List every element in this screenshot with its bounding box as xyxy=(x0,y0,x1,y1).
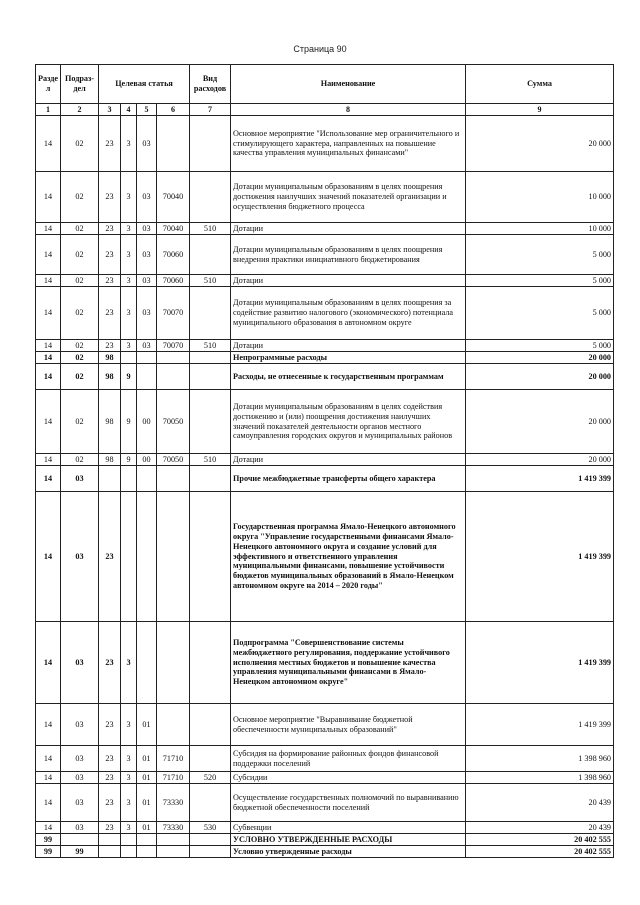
subprogram-code: 3 xyxy=(121,746,137,772)
program-code: 23 xyxy=(99,492,121,622)
table-row xyxy=(36,772,614,784)
table-row xyxy=(36,834,614,846)
item-sum: 5 000 xyxy=(466,235,614,275)
item-sum: 1 419 399 xyxy=(466,704,614,746)
item-name: Дотации xyxy=(231,275,466,287)
item-name: Дотации xyxy=(231,340,466,352)
column-number: 2 xyxy=(61,104,99,116)
event-code: 03 xyxy=(137,275,157,287)
event-code: 01 xyxy=(137,746,157,772)
direction-code xyxy=(157,116,190,172)
event-code xyxy=(137,364,157,390)
direction-code xyxy=(157,834,190,846)
subsection-code: 03 xyxy=(61,492,99,622)
header-section: Разде л xyxy=(36,65,61,104)
column-number-row xyxy=(36,104,614,116)
table-row xyxy=(36,492,614,622)
subprogram-code: 3 xyxy=(121,287,137,340)
item-sum: 20 402 555 xyxy=(466,846,614,858)
subprogram-code: 3 xyxy=(121,340,137,352)
expense-type-code: 510 xyxy=(190,454,231,466)
item-name: Субвенции xyxy=(231,822,466,834)
item-sum: 20 402 555 xyxy=(466,834,614,846)
item-name: Субсидии xyxy=(231,772,466,784)
program-code: 23 xyxy=(99,287,121,340)
item-sum: 20 000 xyxy=(466,352,614,364)
subsection-code: 03 xyxy=(61,704,99,746)
section-code: 14 xyxy=(36,746,61,772)
event-code: 01 xyxy=(137,704,157,746)
subprogram-code: 3 xyxy=(121,172,137,223)
direction-code xyxy=(157,846,190,858)
section-code: 14 xyxy=(36,492,61,622)
column-number: 7 xyxy=(190,104,231,116)
program-code: 23 xyxy=(99,772,121,784)
subsection-code: 03 xyxy=(61,784,99,822)
item-sum: 20 000 xyxy=(466,454,614,466)
event-code: 01 xyxy=(137,772,157,784)
item-sum: 1 419 399 xyxy=(466,492,614,622)
subsection-code: 99 xyxy=(61,846,99,858)
direction-code xyxy=(157,352,190,364)
column-number: 3 xyxy=(99,104,121,116)
subsection-code: 02 xyxy=(61,352,99,364)
program-code: 98 xyxy=(99,390,121,454)
item-sum: 10 000 xyxy=(466,172,614,223)
event-code: 00 xyxy=(137,454,157,466)
subprogram-code: 3 xyxy=(121,822,137,834)
event-code xyxy=(137,846,157,858)
section-code: 14 xyxy=(36,340,61,352)
item-sum: 5 000 xyxy=(466,275,614,287)
table-row xyxy=(36,622,614,704)
direction-code: 73330 xyxy=(157,784,190,822)
section-code: 14 xyxy=(36,364,61,390)
item-name: Дотации муниципальным образованиям в целях поощрения внедрения практики инициативного бюджетирования xyxy=(231,235,466,275)
event-code xyxy=(137,492,157,622)
item-sum: 20 000 xyxy=(466,116,614,172)
section-code: 14 xyxy=(36,704,61,746)
section-code: 14 xyxy=(36,772,61,784)
event-code: 03 xyxy=(137,235,157,275)
direction-code: 70060 xyxy=(157,235,190,275)
subsection-code: 02 xyxy=(61,454,99,466)
section-code: 14 xyxy=(36,454,61,466)
section-code: 14 xyxy=(36,116,61,172)
item-sum: 1 419 399 xyxy=(466,622,614,704)
section-code: 14 xyxy=(36,390,61,454)
expense-type-code xyxy=(190,834,231,846)
subprogram-code: 3 xyxy=(121,704,137,746)
table-row xyxy=(36,846,614,858)
column-number: 8 xyxy=(231,104,466,116)
table-body xyxy=(36,116,614,858)
expense-type-code xyxy=(190,746,231,772)
subprogram-code: 3 xyxy=(121,235,137,275)
item-name: Расходы, не отнесенные к государственным программам xyxy=(231,364,466,390)
table-row xyxy=(36,223,614,235)
direction-code xyxy=(157,364,190,390)
section-code: 14 xyxy=(36,822,61,834)
item-sum: 5 000 xyxy=(466,340,614,352)
direction-code: 70070 xyxy=(157,340,190,352)
section-code: 14 xyxy=(36,235,61,275)
item-name: Условно утвержденные расходы xyxy=(231,846,466,858)
subsection-code: 02 xyxy=(61,340,99,352)
item-name: Основное мероприятие "Выравнивание бюджетной обеспеченности муниципальных образований" xyxy=(231,704,466,746)
subsection-code: 02 xyxy=(61,364,99,390)
expense-type-code xyxy=(190,235,231,275)
table-row xyxy=(36,784,614,822)
expense-type-code: 530 xyxy=(190,822,231,834)
event-code xyxy=(137,352,157,364)
program-code: 23 xyxy=(99,746,121,772)
section-code: 99 xyxy=(36,846,61,858)
program-code: 23 xyxy=(99,275,121,287)
direction-code: 73330 xyxy=(157,822,190,834)
table-row xyxy=(36,287,614,340)
item-name: Подпрограмма "Совершенствование системы межбюджетного регулирования, поддержание устойчивого исполнения местных бюджетов и повышение качества управления муниципальными финансами в Ямало-Ненецком автономном округе" xyxy=(231,622,466,704)
subprogram-code: 9 xyxy=(121,454,137,466)
program-code: 23 xyxy=(99,223,121,235)
subsection-code: 03 xyxy=(61,746,99,772)
subsection-code: 03 xyxy=(61,622,99,704)
subsection-code: 02 xyxy=(61,223,99,235)
table-row xyxy=(36,704,614,746)
item-name: Прочие межбюджетные трансферты общего характера xyxy=(231,466,466,492)
expense-type-code xyxy=(190,172,231,223)
expense-type-code xyxy=(190,622,231,704)
direction-code: 70050 xyxy=(157,390,190,454)
expense-type-code xyxy=(190,116,231,172)
expense-type-code xyxy=(190,704,231,746)
direction-code: 70050 xyxy=(157,454,190,466)
direction-code xyxy=(157,622,190,704)
subprogram-code: 9 xyxy=(121,390,137,454)
expense-type-code xyxy=(190,287,231,340)
table-row xyxy=(36,275,614,287)
subsection-code: 02 xyxy=(61,116,99,172)
program-code: 23 xyxy=(99,822,121,834)
header-target-article: Целевая статья xyxy=(99,65,190,104)
subsection-code: 03 xyxy=(61,822,99,834)
event-code: 03 xyxy=(137,340,157,352)
subprogram-code xyxy=(121,492,137,622)
item-sum: 5 000 xyxy=(466,287,614,340)
section-code: 99 xyxy=(36,834,61,846)
subsection-code: 02 xyxy=(61,275,99,287)
expense-type-code xyxy=(190,784,231,822)
item-name: Дотации муниципальным образованиям в целях поощрения достижения наилучших значений показателей организации и осуществления бюджетного процесса xyxy=(231,172,466,223)
expense-type-code xyxy=(190,492,231,622)
item-sum: 20 439 xyxy=(466,822,614,834)
column-number: 1 xyxy=(36,104,61,116)
expense-type-code xyxy=(190,466,231,492)
expense-type-code: 510 xyxy=(190,223,231,235)
page-number: Страница 90 xyxy=(293,44,347,54)
column-number: 4 xyxy=(121,104,137,116)
program-code: 23 xyxy=(99,172,121,223)
item-name: Государственная программа Ямало-Ненецкого автономного округа "Управление государственными финансами Ямало-Ненецкого автономного округа и создание условий для эффективного и ответственного управления муниципальными финансами, повышение устойчивости бюджетов муниципальных образований в Ямало-Ненецком автономном округе на 2014 – 2020 годы" xyxy=(231,492,466,622)
item-sum: 1 419 399 xyxy=(466,466,614,492)
section-code: 14 xyxy=(36,275,61,287)
subsection-code: 02 xyxy=(61,235,99,275)
item-name: Непрограммные расходы xyxy=(231,352,466,364)
expense-type-code: 520 xyxy=(190,772,231,784)
item-name: Дотации xyxy=(231,454,466,466)
program-code: 23 xyxy=(99,784,121,822)
subsection-code: 02 xyxy=(61,287,99,340)
subprogram-code: 3 xyxy=(121,275,137,287)
subsection-code: 02 xyxy=(61,172,99,223)
subsection-code: 03 xyxy=(61,772,99,784)
program-code: 23 xyxy=(99,340,121,352)
subprogram-code xyxy=(121,352,137,364)
budget-table xyxy=(35,64,614,858)
header-sum: Сумма xyxy=(466,65,614,104)
program-code: 98 xyxy=(99,454,121,466)
program-code: 98 xyxy=(99,364,121,390)
subprogram-code: 3 xyxy=(121,772,137,784)
subprogram-code xyxy=(121,834,137,846)
subprogram-code: 9 xyxy=(121,364,137,390)
program-code xyxy=(99,834,121,846)
header-expense-type: Вид расходов xyxy=(190,65,231,104)
event-code: 03 xyxy=(137,223,157,235)
subprogram-code: 3 xyxy=(121,784,137,822)
program-code: 98 xyxy=(99,352,121,364)
section-code: 14 xyxy=(36,622,61,704)
program-code: 23 xyxy=(99,235,121,275)
table-row xyxy=(36,746,614,772)
event-code: 03 xyxy=(137,287,157,340)
expense-type-code xyxy=(190,352,231,364)
direction-code xyxy=(157,492,190,622)
subprogram-code xyxy=(121,466,137,492)
event-code: 01 xyxy=(137,822,157,834)
table-row xyxy=(36,340,614,352)
column-number: 5 xyxy=(137,104,157,116)
column-number: 9 xyxy=(466,104,614,116)
table-row xyxy=(36,116,614,172)
item-name: Дотации xyxy=(231,223,466,235)
table-row xyxy=(36,364,614,390)
item-name: Основное мероприятие "Использование мер ограничительного и стимулирующего характера, направленных на повышение качества управления муниципальных финансами" xyxy=(231,116,466,172)
header-name: Наименование xyxy=(231,65,466,104)
direction-code: 71710 xyxy=(157,746,190,772)
item-sum: 1 398 960 xyxy=(466,746,614,772)
expense-type-code: 510 xyxy=(190,275,231,287)
section-code: 14 xyxy=(36,352,61,364)
program-code: 23 xyxy=(99,622,121,704)
table-row xyxy=(36,390,614,454)
event-code xyxy=(137,466,157,492)
direction-code: 70040 xyxy=(157,172,190,223)
subprogram-code: 3 xyxy=(121,116,137,172)
item-name: Субсидия на формирование районных фондов финансовой поддержки поселений xyxy=(231,746,466,772)
subprogram-code: 3 xyxy=(121,223,137,235)
item-name: Осуществление государственных полномочий по выравниванию бюджетной обеспеченности поселений xyxy=(231,784,466,822)
item-sum: 1 398 960 xyxy=(466,772,614,784)
column-number: 6 xyxy=(157,104,190,116)
direction-code xyxy=(157,704,190,746)
expense-type-code xyxy=(190,364,231,390)
direction-code: 70040 xyxy=(157,223,190,235)
section-code: 14 xyxy=(36,172,61,223)
direction-code: 70060 xyxy=(157,275,190,287)
section-code: 14 xyxy=(36,784,61,822)
table-row xyxy=(36,822,614,834)
item-sum: 20 000 xyxy=(466,364,614,390)
direction-code: 70070 xyxy=(157,287,190,340)
direction-code: 71710 xyxy=(157,772,190,784)
subsection-code: 03 xyxy=(61,466,99,492)
header-subsection: Подраз-дел xyxy=(61,65,99,104)
section-code: 14 xyxy=(36,466,61,492)
item-sum: 20 000 xyxy=(466,390,614,454)
subsection-code xyxy=(61,834,99,846)
direction-code xyxy=(157,466,190,492)
section-code: 14 xyxy=(36,287,61,340)
program-code xyxy=(99,846,121,858)
table-row xyxy=(36,454,614,466)
expense-type-code xyxy=(190,846,231,858)
item-sum: 20 439 xyxy=(466,784,614,822)
item-name: Дотации муниципальным образованиям в целях поощрения за содействие развитию налогового (экономического) потенциала муниципального образования в автономном округе xyxy=(231,287,466,340)
event-code: 03 xyxy=(137,172,157,223)
program-code: 23 xyxy=(99,704,121,746)
table-row xyxy=(36,172,614,223)
event-code: 03 xyxy=(137,116,157,172)
event-code: 01 xyxy=(137,784,157,822)
expense-type-code xyxy=(190,390,231,454)
table-row xyxy=(36,466,614,492)
event-code xyxy=(137,622,157,704)
section-code: 14 xyxy=(36,223,61,235)
table-row xyxy=(36,235,614,275)
subprogram-code xyxy=(121,846,137,858)
expense-type-code: 510 xyxy=(190,340,231,352)
item-sum: 10 000 xyxy=(466,223,614,235)
subprogram-code: 3 xyxy=(121,622,137,704)
subsection-code: 02 xyxy=(61,390,99,454)
program-code: 23 xyxy=(99,116,121,172)
event-code xyxy=(137,834,157,846)
item-name: Дотации муниципальным образованиям в целях содействия достижению и (или) поощрения достижения наилучших значений показателей деятельности органов местного самоуправления городских округов и муниципальных районов xyxy=(231,390,466,454)
item-name: УСЛОВНО УТВЕРЖДЕННЫЕ РАСХОДЫ xyxy=(231,834,466,846)
program-code xyxy=(99,466,121,492)
event-code: 00 xyxy=(137,390,157,454)
table-row xyxy=(36,352,614,364)
